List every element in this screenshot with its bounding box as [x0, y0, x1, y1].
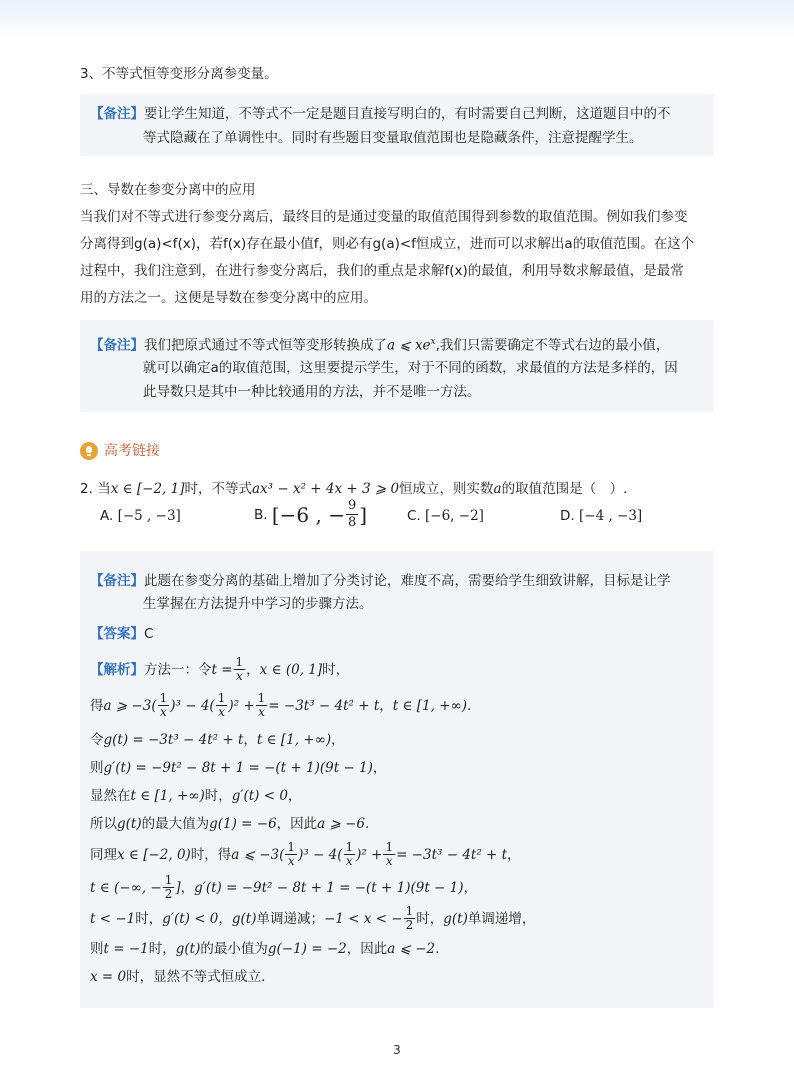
note-tag: 【备注】 — [90, 106, 144, 122]
frac-den: 2 — [164, 887, 173, 901]
analysis-line-5 — [90, 783, 301, 809]
inline-math: )² + — [228, 697, 255, 714]
analysis-text: 时， — [322, 661, 350, 678]
inline-math: g′(t) < 0 — [162, 910, 219, 927]
inline-math: g(t) — [443, 910, 468, 927]
frac-den: x — [385, 854, 393, 868]
inline-math: −1 < x < − — [324, 910, 403, 927]
fraction — [158, 692, 170, 719]
inline-math: a ⩽ −3( — [231, 846, 285, 863]
question-text: 时，不等式 — [184, 481, 252, 497]
inline-math: g′(t) < 0 — [231, 788, 288, 804]
lightbulb-icon — [80, 442, 98, 460]
paragraph-method-3: 3、不等式恒等变形分离参变量。 — [80, 66, 278, 82]
inline-math: a ⩾ −3( — [103, 697, 157, 714]
analysis-text: ， — [243, 732, 257, 748]
analysis-text: ， — [331, 732, 345, 748]
inline-math: t = −1 — [103, 941, 149, 957]
answer-value: C — [144, 626, 154, 642]
inline-math: a ⩽ −2 — [387, 941, 436, 957]
analysis-text: ，因此 — [346, 941, 388, 957]
option-d — [560, 506, 642, 526]
note-text-line: 生掌握在方法提升中学习的步骤方法。 — [143, 596, 373, 612]
inline-math: t ∈ (−∞, − — [90, 879, 162, 896]
analysis-text: 的最大值为 — [141, 816, 210, 832]
inline-math: g(t) — [117, 816, 142, 832]
note-text-line: 此导数只是其中一种比较通用的方法，并不是唯一方法。 — [143, 384, 481, 400]
analysis-text: ， — [180, 879, 195, 896]
analysis-text: 时，显然不等式恒成立． — [126, 969, 275, 985]
note-text: 此题在参变分离的基础上增加了分类讨论，难度不高，需要给学生细致讲解，目标是让学 — [144, 573, 671, 589]
option-label: A. — [100, 508, 114, 524]
note-box-2 — [80, 320, 714, 412]
analysis-line-3 — [90, 727, 345, 753]
inline-math: g(t) — [231, 910, 257, 927]
analysis-line-8 — [90, 874, 477, 901]
analysis-text: 同理 — [90, 846, 117, 863]
note-box-1 — [80, 94, 714, 156]
inline-math: t < −1 — [90, 910, 136, 927]
analysis-line-6 — [90, 811, 369, 837]
frac-den: x — [258, 705, 265, 719]
analysis-line-4 — [90, 755, 386, 781]
fraction — [163, 874, 175, 901]
inline-math: = −3t³ − 4t² + t — [396, 846, 508, 863]
inline-math: )² + — [356, 846, 383, 863]
option-label: B. — [254, 506, 268, 523]
inline-math: g(t) — [175, 941, 201, 957]
frac-den: x — [287, 854, 295, 868]
inline-math: a ⩾ −6 — [317, 816, 366, 832]
frac-num: 1 — [405, 904, 414, 918]
frac-den: x — [218, 705, 225, 719]
option-fraction — [346, 498, 358, 531]
option-value: [−6 , − — [271, 502, 345, 527]
section-title: 三、导数在参变分离中的应用 — [80, 182, 256, 198]
option-value: [−5 , −3] — [117, 508, 181, 524]
analysis-line-7 — [90, 841, 521, 868]
inline-math: g(t) = −3t³ − 4t² + t — [103, 732, 244, 748]
analysis-text: . — [435, 941, 440, 957]
frac-den: x — [160, 705, 167, 719]
frac-num: 1 — [345, 840, 354, 854]
inline-math: t ∈ [1, +∞) — [130, 788, 205, 804]
inline-math: )³ − 4( — [298, 846, 343, 863]
header-band — [0, 0, 794, 40]
fraction — [383, 841, 395, 868]
question-text: 当 — [97, 481, 111, 497]
frac-num: 1 — [217, 691, 226, 705]
fraction — [216, 692, 228, 719]
inline-math: g(−1) = −2 — [267, 941, 347, 957]
gaokao-link-heading — [80, 441, 160, 461]
body-line: 当我们对不等式进行参变分离后，最终目的是通过变量的取值范围得到参数的取值范围。例如我们参变 — [80, 209, 688, 225]
frac-den: 8 — [347, 515, 357, 530]
fraction — [234, 656, 246, 683]
analysis-text: 显然在 — [90, 788, 131, 804]
analysis-tag: 【解析】 — [90, 661, 144, 678]
note-text: ,我们只需要确定不等式右边的最小值， — [435, 337, 670, 354]
body-line: 过程中，我们注意到，在进行参变分离后，我们的重点是求解f(x)的最值，利用导数求解最值，是最常 — [80, 263, 684, 279]
body-line: 分离得到g(a)<f(x)，若f(x)存在最小值f，则必有g(a)<f恒成立，进而可以求解出a的取值范围。在这个 — [80, 236, 695, 252]
analysis-line-2 — [90, 692, 471, 719]
analysis-text: 方法一：令 — [144, 661, 212, 678]
analysis-text: 时， — [416, 910, 444, 927]
inline-math: a ⩽ xe — [387, 337, 431, 354]
analysis-line-10 — [90, 936, 439, 962]
question-text: 的取值范围是（ ）. — [501, 481, 628, 497]
frac-num: 1 — [159, 691, 168, 705]
analysis-text: 则 — [90, 760, 104, 776]
note-tag: 【备注】 — [90, 337, 144, 354]
note-text: 我们把原式通过不等式恒等变形转换成了 — [144, 337, 387, 354]
inline-math: x ∈ [−2, 0) — [117, 846, 191, 863]
analysis-text: 的最小值为 — [200, 941, 268, 957]
frac-den: x — [235, 669, 243, 683]
inline-math: x ∈ [−2, 1] — [110, 481, 185, 497]
option-value: [−6, −2] — [425, 508, 484, 524]
frac-num: 1 — [287, 840, 296, 854]
answer-line — [90, 622, 153, 646]
analysis-text: . — [365, 816, 370, 832]
fraction — [285, 841, 297, 868]
note-text-line: 等式隐藏在了单调性中。同时有些题目变量取值范围也是隐藏条件，注意提醒学生。 — [143, 130, 643, 146]
analysis-text: 时， — [148, 941, 176, 957]
inline-math: g(1) = −6 — [209, 816, 277, 832]
analysis-text: ， — [463, 879, 478, 896]
analysis-text: 时， — [135, 910, 163, 927]
question-text: 恒成立，则实数 — [399, 481, 494, 497]
inline-math: t = — [211, 661, 233, 678]
body-line: 用的方法之一。这便是导数在参变分离中的应用。 — [80, 290, 377, 306]
inline-math: g′(t) = −9t² − 8t + 1 = −(t + 1)(9t − 1) — [194, 879, 464, 896]
inline-math: t ∈ [1, +∞) — [392, 697, 468, 714]
analysis-line-1 — [90, 656, 349, 683]
option-value: [−4 , −3] — [578, 508, 643, 524]
frac-num: 1 — [257, 691, 266, 705]
option-label: C. — [407, 508, 421, 524]
note-tag: 【备注】 — [90, 573, 144, 589]
inline-math-sup: x — [430, 337, 436, 347]
page-number: 3 — [393, 1043, 401, 1057]
option-label: D. — [560, 508, 575, 524]
fraction — [404, 905, 416, 932]
answer-tag: 【答案】 — [90, 626, 144, 642]
analysis-text: 时，得 — [190, 846, 232, 863]
analysis-text: . — [467, 697, 472, 714]
analysis-text: 令 — [90, 732, 104, 748]
inline-math: ] — [175, 879, 181, 896]
frac-den: 2 — [405, 918, 414, 932]
inline-math: ax³ − x² + 4x + 3 ⩾ 0 — [251, 481, 400, 497]
fraction — [256, 692, 268, 719]
frac-num: 1 — [385, 840, 394, 854]
frac-num: 1 — [164, 873, 173, 887]
option-b — [254, 498, 367, 531]
analysis-text: 所以 — [90, 816, 117, 832]
note-text-line: 就可以确定a的取值范围，这里要提示学生，对于不同的函数，求最值的方法是多样的，因 — [143, 360, 678, 376]
analysis-text: 则 — [90, 941, 104, 957]
analysis-text: 时， — [204, 788, 232, 804]
analysis-line-11 — [90, 964, 275, 990]
analysis-text: ， — [246, 661, 260, 678]
analysis-text: ， — [507, 846, 521, 863]
option-a — [100, 506, 181, 526]
inline-math: x ∈ (0, 1] — [259, 661, 323, 678]
inline-math: )³ − 4( — [170, 697, 215, 714]
analysis-text: ， — [218, 910, 232, 927]
analysis-text: ， — [372, 760, 387, 776]
analysis-text: ， — [287, 788, 302, 804]
option-value: ] — [359, 502, 368, 527]
analysis-text: ，因此 — [276, 816, 318, 832]
inline-math: t ∈ [1, +∞) — [256, 732, 332, 748]
frac-num: 9 — [347, 498, 357, 513]
gaokao-title: 高考链接 — [104, 443, 160, 459]
inline-math: x = 0 — [90, 969, 127, 985]
analysis-line-9 — [90, 905, 535, 932]
question-number: 2. — [80, 481, 93, 497]
option-c — [407, 506, 484, 526]
note-text-line: 要让学生知道，不等式不一定是题目直接写明白的，有时需要自己判断，这道题目中的不 — [144, 106, 671, 122]
analysis-text: 得 — [90, 697, 104, 714]
inline-math: g′(t) = −9t² − 8t + 1 = −(t + 1)(9t − 1) — [103, 760, 373, 776]
frac-den: x — [345, 854, 353, 868]
analysis-text: ， — [379, 697, 393, 714]
inline-math: a — [493, 481, 502, 497]
analysis-text: 单调递减； — [256, 910, 324, 927]
analysis-text: 单调递增， — [467, 910, 536, 927]
frac-num: 1 — [235, 655, 244, 669]
solution-note — [90, 569, 671, 593]
fraction — [344, 841, 356, 868]
inline-math: = −3t³ − 4t² + t — [268, 697, 380, 714]
